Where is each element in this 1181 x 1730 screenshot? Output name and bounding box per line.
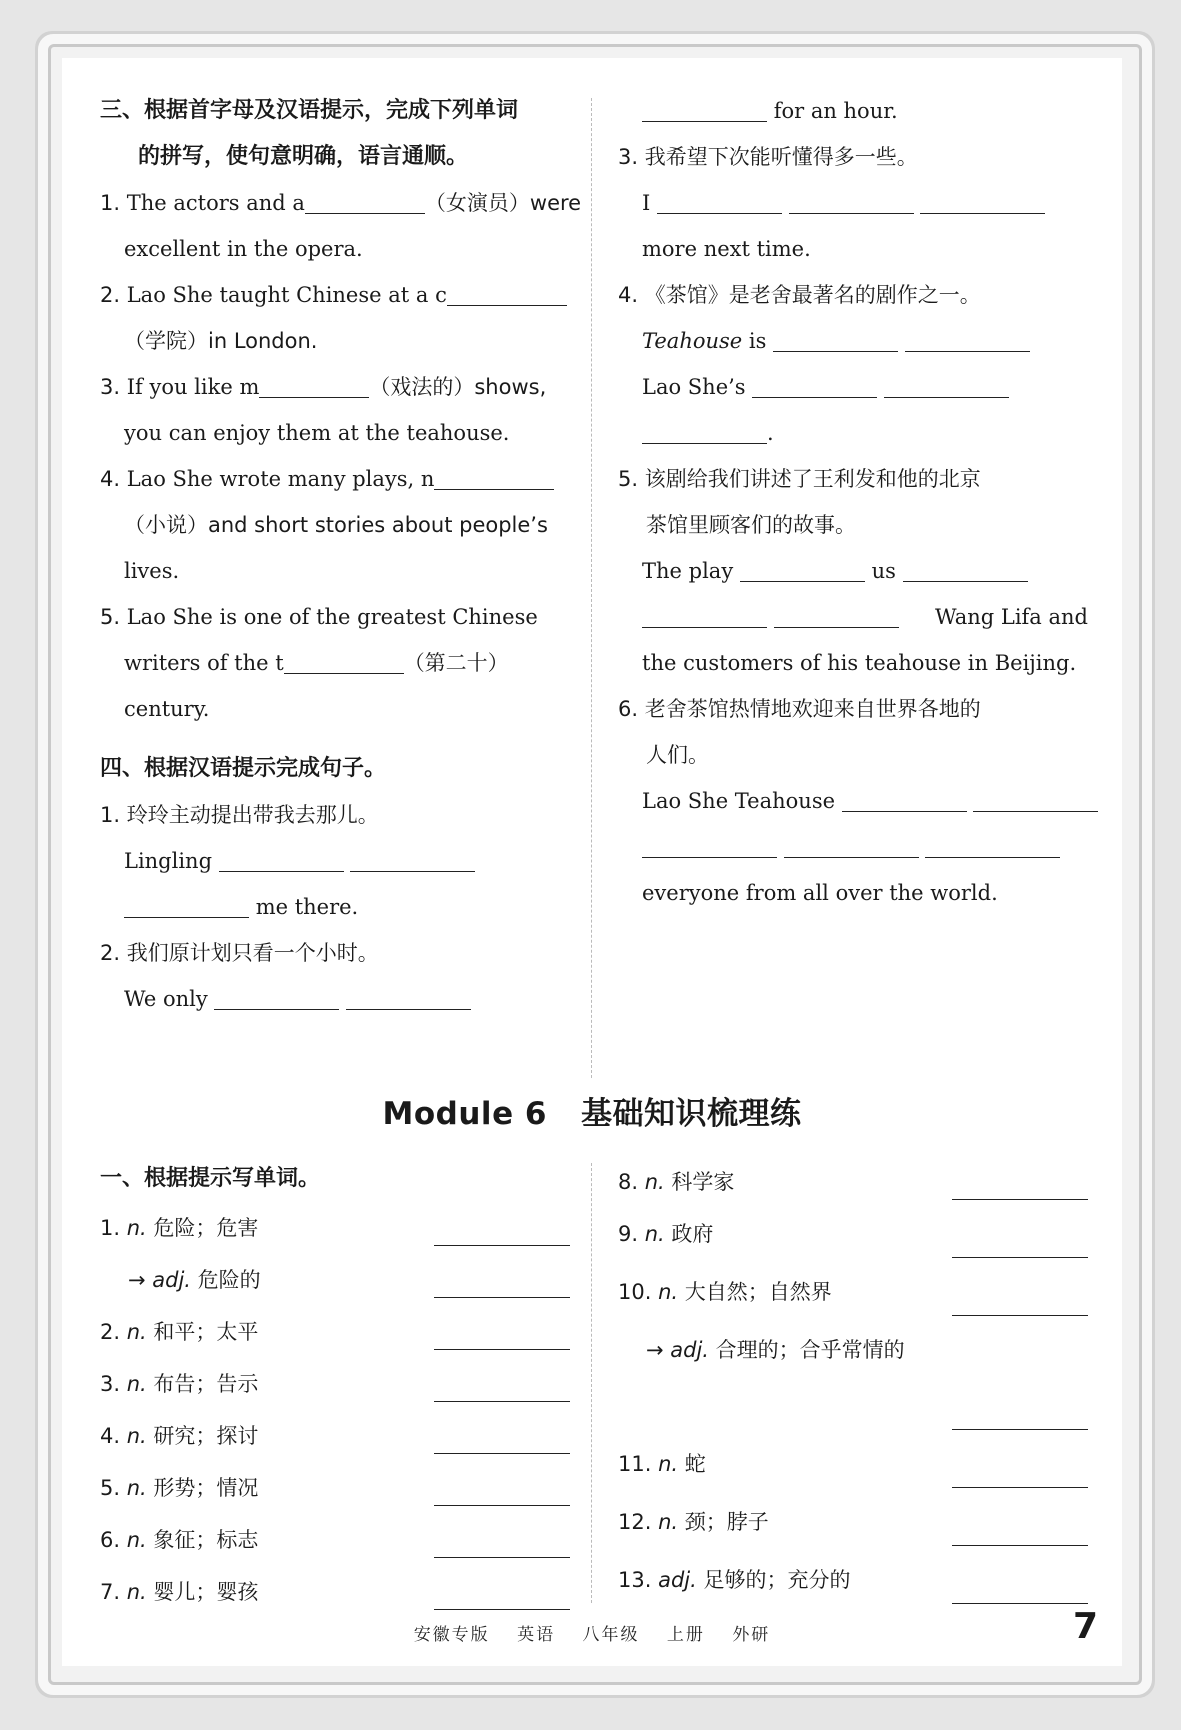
- answer-blank[interactable]: [740, 559, 865, 582]
- answer-blank[interactable]: [434, 1609, 570, 1610]
- s4-item-4-cn: 4. 《茶馆》是老舍最著名的剧作之一。: [618, 283, 981, 307]
- s4-item-2-en2: for an hour.: [618, 88, 1088, 134]
- s4-item-5-cn: 5. 该剧给我们讲述了王利发和他的北京: [618, 467, 981, 491]
- s3-item-4-cont: （小说）and short stories about people’s: [124, 513, 548, 537]
- answer-blank[interactable]: [905, 329, 1030, 352]
- answer-blank[interactable]: [842, 789, 967, 812]
- s4-item-1-en: Lingling: [100, 838, 570, 884]
- answer-blank[interactable]: [903, 559, 1028, 582]
- answer-blank[interactable]: [124, 895, 249, 918]
- section3-title: 三、根据首字母及汉语提示，完成下列单词: [100, 98, 519, 123]
- s4-item-1-cn: 1. 玲玲主动提出带我去那儿。: [100, 803, 379, 827]
- page-number: 7: [1072, 1606, 1098, 1647]
- vocab-item: 9. n. 政府: [618, 1208, 1088, 1266]
- answer-blank[interactable]: [259, 375, 369, 398]
- vocab-left-column: [100, 1156, 570, 1618]
- vocab-item: 4. n. 研究；探讨: [100, 1410, 570, 1462]
- s3-item-2: 2. Lao She taught Chinese at a c: [100, 272, 570, 318]
- vocab-item: 7. n. 婴儿；婴孩: [100, 1566, 570, 1618]
- answer-blank[interactable]: [642, 421, 767, 444]
- answer-blank[interactable]: [657, 191, 782, 214]
- answer-blank[interactable]: [642, 99, 767, 122]
- vocab-section-title: 一、根据提示写单词。: [100, 1166, 321, 1191]
- answer-blank[interactable]: [434, 1401, 570, 1402]
- vocab-item: 12. n. 颈；脖子: [618, 1496, 1088, 1554]
- answer-blank[interactable]: [214, 987, 339, 1010]
- s3-item-3: 3. If you like m （戏法的）shows,: [100, 375, 547, 399]
- s3-item-5: 5. Lao She is one of the greatest Chinese: [100, 605, 538, 629]
- s4-item-2-cn: 2. 我们原计划只看一个小时。: [100, 941, 379, 965]
- s4-item-5-en: The play us: [618, 548, 1088, 594]
- s3-item-5-cont2: century.: [124, 697, 210, 721]
- answer-blank[interactable]: [952, 1429, 1088, 1430]
- vocab-item: → adj. 危险的: [100, 1254, 570, 1306]
- s3-item-1: 1. The actors and a （女演员）were: [100, 191, 582, 215]
- vocab-item: 1. n. 危险；危害: [100, 1202, 570, 1254]
- answer-blank[interactable]: [346, 987, 471, 1010]
- s4-item-3-cn: 3. 我希望下次能听懂得多一些。: [618, 145, 918, 169]
- answer-blank[interactable]: [920, 191, 1045, 214]
- s3-item-3-cont: you can enjoy them at the teahouse.: [124, 421, 510, 445]
- answer-blank[interactable]: [434, 1505, 570, 1506]
- section4-title: 四、根据汉语提示完成句子。: [100, 756, 387, 781]
- s4-item-3-en: I: [618, 180, 1088, 226]
- answer-blank[interactable]: [219, 849, 344, 872]
- s4-item-5-en3: the customers of his teahouse in Beijing.: [642, 651, 1077, 675]
- answer-blank[interactable]: [952, 1257, 1088, 1258]
- answer-blank[interactable]: [434, 467, 554, 490]
- vocab-item: 2. n. 和平；太平: [100, 1306, 570, 1358]
- vocab-item: → adj. 合理的；合乎常情的: [646, 1338, 905, 1362]
- s3-item-1-cont: excellent in the opera.: [124, 237, 363, 261]
- column-divider: [591, 1163, 592, 1603]
- answer-blank[interactable]: [434, 1453, 570, 1454]
- page-footer: 安徽专版 英语 八年级 上册 外研: [413, 1625, 771, 1645]
- vocab-item-blank-row: [618, 1376, 1088, 1438]
- answer-blank[interactable]: [434, 1349, 570, 1350]
- answer-blank[interactable]: [952, 1199, 1088, 1200]
- s4-item-1-en2: me there.: [100, 884, 570, 930]
- answer-blank[interactable]: [952, 1545, 1088, 1546]
- s3-item-5-cont: writers of the t （第二十）: [124, 651, 509, 675]
- left-column: [100, 88, 582, 1022]
- answer-blank[interactable]: [642, 605, 767, 628]
- s4-item-4-en: Teahouse is: [618, 318, 1088, 364]
- s4-item-5-en2: Wang Lifa and: [618, 594, 1088, 640]
- s3-item-2-cont: （学院）in London.: [124, 329, 318, 353]
- s3-item-4-cont2: lives.: [124, 559, 180, 583]
- vocab-item: 13. adj. 足够的；充分的: [618, 1554, 1088, 1612]
- answer-blank[interactable]: [434, 1297, 570, 1298]
- answer-blank[interactable]: [884, 375, 1009, 398]
- answer-blank[interactable]: [952, 1487, 1088, 1488]
- answer-blank[interactable]: [774, 605, 899, 628]
- s4-item-6-en3: everyone from all over the world.: [642, 881, 998, 905]
- vocab-item: 3. n. 布告；告示: [100, 1358, 570, 1410]
- worksheet-page: [62, 58, 1122, 1666]
- answer-blank[interactable]: [305, 191, 425, 214]
- s4-item-4-en3: .: [618, 410, 1088, 456]
- answer-blank[interactable]: [925, 835, 1060, 858]
- module-title: Module 6 基础知识梳理练: [382, 1096, 802, 1132]
- vocab-item: 5. n. 形势；情况: [100, 1462, 570, 1514]
- s4-item-6-cn: 6. 老舍茶馆热情地欢迎来自世界各地的: [618, 697, 981, 721]
- vocab-item: 8. n. 科学家: [618, 1156, 1088, 1208]
- answer-blank[interactable]: [973, 789, 1098, 812]
- column-divider: [591, 98, 592, 1078]
- answer-blank[interactable]: [447, 283, 567, 306]
- answer-blank[interactable]: [752, 375, 877, 398]
- answer-blank[interactable]: [642, 835, 777, 858]
- answer-blank[interactable]: [284, 651, 404, 674]
- answer-blank[interactable]: [952, 1603, 1088, 1604]
- s4-item-6-cn2: 人们。: [646, 743, 709, 767]
- vocab-item: 6. n. 象征；标志: [100, 1514, 570, 1566]
- section3-title-cont: 的拼写，使句意明确，语言通顺。: [138, 144, 469, 169]
- s4-item-4-en2: Lao She’s: [618, 364, 1088, 410]
- answer-blank[interactable]: [434, 1245, 570, 1246]
- s3-item-4: 4. Lao She wrote many plays, n: [100, 456, 570, 502]
- answer-blank[interactable]: [773, 329, 898, 352]
- answer-blank[interactable]: [434, 1557, 570, 1558]
- answer-blank[interactable]: [952, 1315, 1088, 1316]
- answer-blank[interactable]: [784, 835, 919, 858]
- s4-item-6-en2: [618, 824, 1088, 870]
- s4-item-2-en: We only: [100, 976, 570, 1022]
- s4-item-5-cn2: 茶馆里顾客们的故事。: [646, 513, 856, 537]
- vocab-item: 11. n. 蛇: [618, 1438, 1088, 1496]
- vocab-item: 10. n. 大自然；自然界: [618, 1266, 1088, 1324]
- vocab-right-column: [618, 1156, 1088, 1612]
- answer-blank[interactable]: [350, 849, 475, 872]
- answer-blank[interactable]: [789, 191, 914, 214]
- s4-item-6-en: Lao She Teahouse: [618, 778, 1088, 824]
- right-column: [618, 88, 1088, 916]
- s4-item-3-en2: more next time.: [642, 237, 811, 261]
